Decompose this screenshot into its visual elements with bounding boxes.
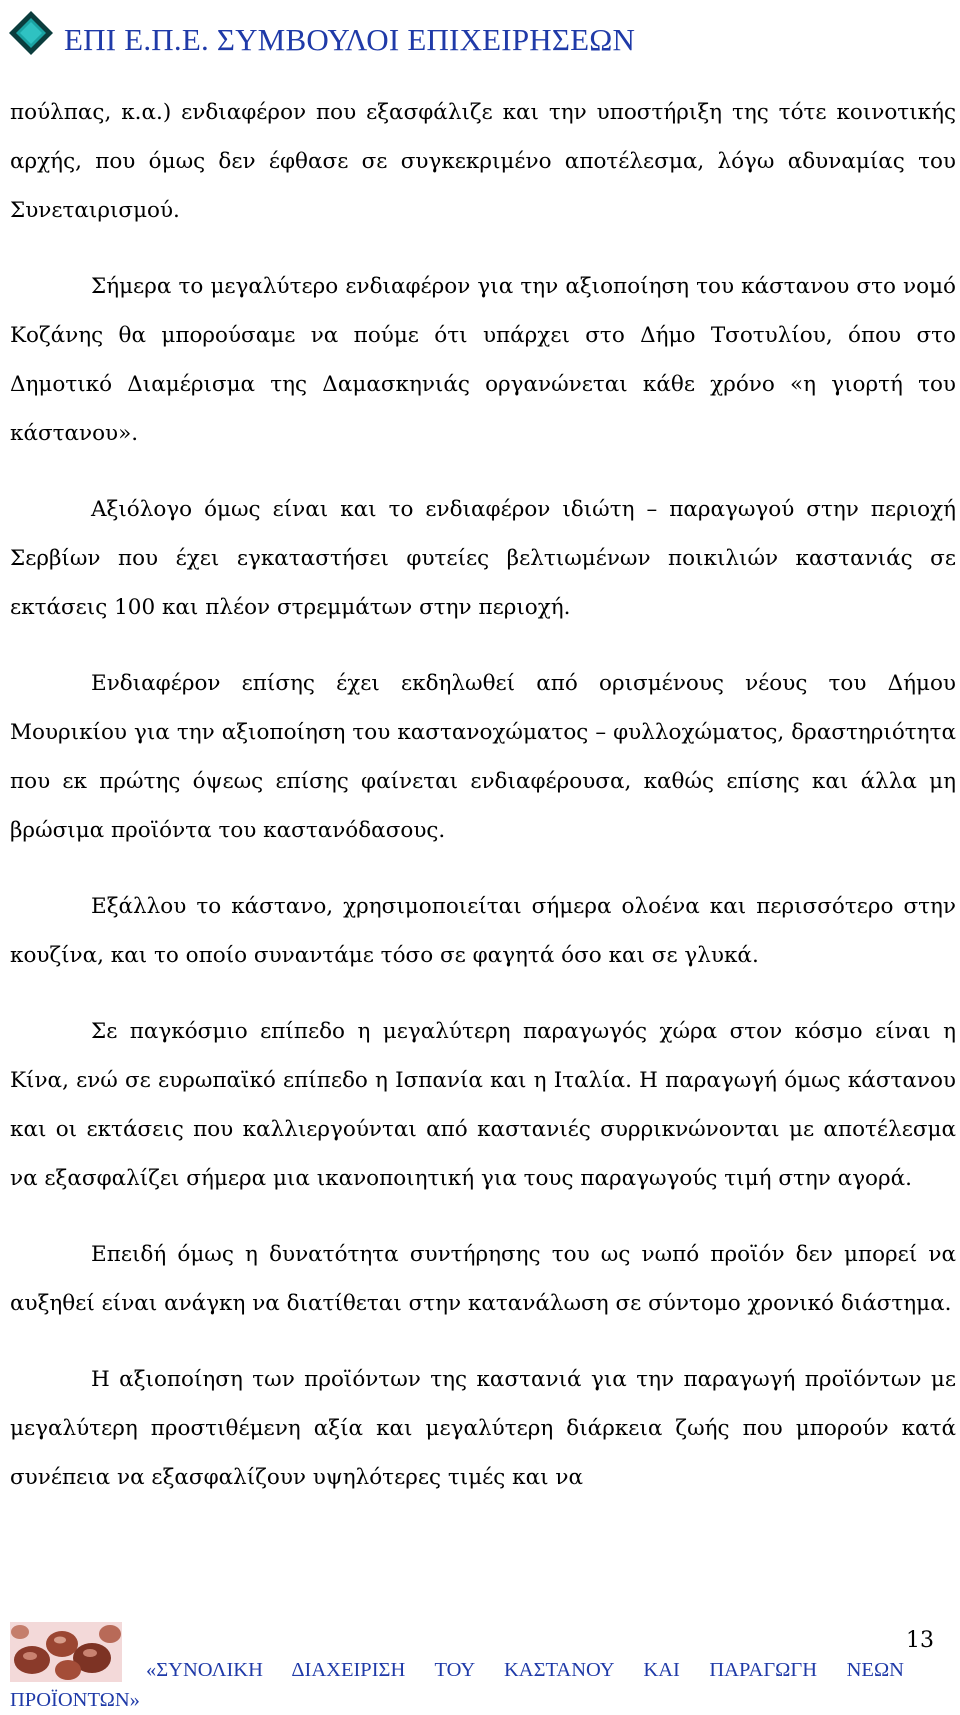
paragraph-8: Η αξιοποίηση των προϊόντων της καστανιά για την παραγωγή προϊόντων με μεγαλύτερη προστιθέμενη αξία και μεγαλύτερη διάρκεια ζωής που μπορούν κατά συνέπεια να εξασφαλίζουν υψηλότερες τιμές και να [10,1367,956,1490]
diamond-logo-icon [8,10,54,56]
header-title: ΕΠΙ Ε.Π.Ε. ΣΥΜΒΟΥΛΟΙ ΕΠΙΧΕΙΡΗΣΕΩΝ [64,22,636,57]
paragraph-2: Σήμερα το μεγαλύτερο ενδιαφέρον για την αξιοποίηση του κάστανου στο νομό Κοζάνης θα μπορούσαμε να πούμε ότι υπάρχει στο Δήμο Τσοτυλίου, όπου στο Δημοτικό Διαμέρισμα της Δαμασκηνιάς οργανώνεται κάθε χρόνο «η γιορτή του κάστανου». [10,274,956,446]
page-number: 13 [906,1628,934,1653]
paragraph-6: Σε παγκόσμιο επίπεδο η μεγαλύτερη παραγωγός χώρα στον κόσμο είναι η Κίνα, ενώ σε ευρωπαϊκό επίπεδο η Ισπανία και η Ιταλία. Η παραγωγή όμως κάστανου και οι εκτάσεις που καλλιεργούνται από καστανιές συρρικνώνονται με αποτέλεσμα να εξασφαλίζει σήμερα μια ικανοποιητική για τους παραγωγούς τιμή στην αγορά. [10,1019,956,1191]
paragraph-4: Ενδιαφέρον επίσης έχει εκδηλωθεί από ορισμένους νέους του Δήμου Μουρικίου για την αξιοποίηση του καστανοχώματος – φυλλοχώματος, δραστηριότητα που εκ πρώτης όψεως επίσης φαίνεται ενδιαφέρουσα, καθώς επίσης και άλλα μη βρώσιμα προϊόντα του καστανόδασους. [10,671,956,843]
page-header [6,4,946,60]
paragraph-3: Αξιόλογο όμως είναι και το ενδιαφέρον ιδιώτη – παραγωγού στην περιοχή Σερβίων που έχει εγκαταστήσει φυτείες βελτιωμένων ποικιλιών καστανιάς σε εκτάσεις 100 και πλέον στρεμμάτων στην περιοχή. [10,497,956,620]
paragraph-5: Εξάλλου το κάστανο, χρησιμοποιείται σήμερα ολοένα και περισσότερο στην κουζίνα, και το οποίο συναντάμε τόσο σε φαγητά όσο και σε γλυκά. [10,894,956,968]
paragraph-7: Επειδή όμως η δυνατότητα συντήρησης του ως νωπό προϊόν δεν μπορεί να αυξηθεί είναι ανάγκη να διατίθεται στην κατανάλωση σε σύντομο χρονικό διάστημα. [10,1242,956,1316]
footer-title: «ΣΥΝΟΛΙΚΗ ΔΙΑΧΕΙΡΙΣΗ ΤΟΥ ΚΑΣΤΑΝΟΥ ΚΑΙ ΠΑΡΑΓΩΓΗ ΝΕΩΝ ΠΡΟΪΟΝΤΩΝ» [10,1659,904,1711]
document-body [10,88,956,1502]
paragraph-1: πούλπας, κ.α.) ενδιαφέρον που εξασφάλιζε και την υποστήριξη της τότε κοινοτικής αρχής, που όμως δεν έφθασε σε συγκεκριμένο αποτέλεσμα, λόγω αδυναμίας του Συνεταιρισμού. [10,100,956,223]
